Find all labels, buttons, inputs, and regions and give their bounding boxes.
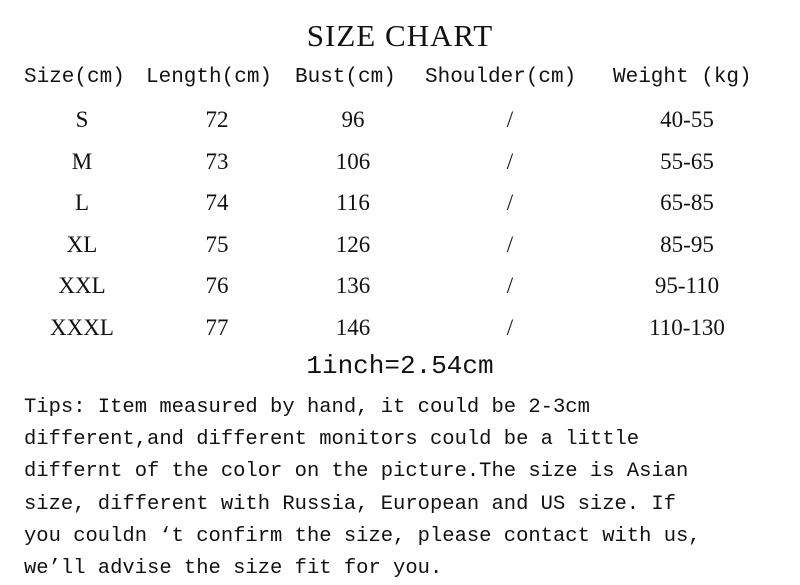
bust-cell: 116 [336, 190, 370, 215]
length-cell: 77 [205, 314, 229, 340]
table-row [0, 265, 800, 307]
weight-cell: 40-55 [660, 107, 714, 132]
shoulder-cell: / [506, 107, 514, 132]
weight-cell: 85-95 [660, 231, 714, 257]
bust-cell: 106 [335, 148, 371, 174]
tips-line: different,and different monitors could be a little [24, 428, 640, 452]
tips-line: size, different with Russia, European and US size. If [24, 492, 677, 516]
shoulder-cell: / [506, 148, 514, 174]
table-row [0, 224, 800, 266]
length-cell: 76 [205, 273, 229, 298]
shoulder-cell: / [506, 231, 514, 257]
header-bust: Bust(cm) [295, 66, 396, 89]
weight-cell: 65-85 [660, 190, 714, 215]
size-cell: M [71, 148, 93, 174]
tips-line: you couldn ‘t confirm the size, please contact with us, [24, 524, 701, 548]
shoulder-cell: / [506, 190, 514, 215]
bust-cell: 126 [335, 231, 371, 257]
bust-cell: 146 [335, 314, 371, 340]
table-row [0, 99, 800, 141]
size-cell: S [75, 107, 89, 132]
weight-cell: 95-110 [654, 273, 720, 298]
size-chart-title: SIZE CHART [306, 18, 494, 53]
table-row [0, 141, 800, 183]
length-cell: 73 [205, 148, 229, 174]
table-header [0, 62, 800, 94]
table-row [0, 182, 800, 224]
header-weight: Weight (kg) [613, 66, 752, 89]
size-cell: XL [66, 231, 98, 257]
weight-cell: 110-130 [649, 314, 725, 340]
size-table-body [0, 99, 800, 348]
length-cell: 75 [205, 231, 229, 257]
size-cell: XXL [58, 273, 106, 298]
shoulder-cell: / [506, 314, 514, 340]
tips-line: we’ll advise the size fit for you. [24, 556, 443, 580]
header-shoulder: Shoulder(cm) [425, 66, 577, 89]
shoulder-cell: / [506, 273, 514, 298]
bust-cell: 96 [341, 107, 365, 132]
tips-line: differnt of the color on the picture.The size is Asian [24, 460, 689, 484]
table-row [0, 307, 800, 349]
header-length: Length(cm) [146, 66, 273, 89]
size-cell: L [74, 190, 90, 215]
size-cell: XXXL [50, 314, 114, 340]
weight-cell: 55-65 [660, 148, 714, 174]
length-cell: 72 [205, 107, 229, 132]
bust-cell: 136 [335, 273, 371, 298]
tips-line: Tips: Item measured by hand, it could be 2-3cm [24, 396, 590, 419]
tips-paragraph [24, 392, 794, 585]
inch-conversion-note: 1inch=2.54cm [306, 351, 494, 381]
header-size: Size(cm) [24, 66, 125, 89]
length-cell: 74 [205, 190, 229, 215]
